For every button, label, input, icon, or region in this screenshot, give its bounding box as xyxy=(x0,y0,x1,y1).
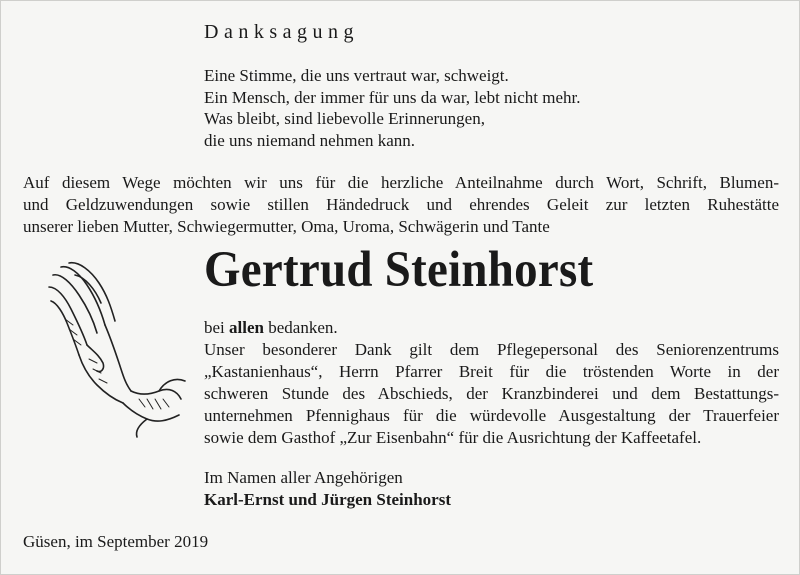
signature-intro: Im Namen aller Angehörigen xyxy=(204,468,403,487)
body-line: unternehmen Pfennighaus für die würdevolle Ausgestaltung der Trauerfeier xyxy=(204,406,779,425)
notice-heading: Danksagung xyxy=(204,21,359,43)
body-line: sowie dem Gasthof „Zur Eisenbahn“ für die Ausrichtung der Kaffeetafel. xyxy=(204,428,702,447)
place-date: Güsen, im September 2019 xyxy=(23,532,209,551)
deceased-name: Gertrud Steinhorst xyxy=(204,242,594,298)
thanks-line xyxy=(204,317,779,339)
poem-line: Ein Mensch, der immer für uns da war, lebt nicht mehr. xyxy=(204,87,581,107)
praying-hands-icon xyxy=(39,259,189,439)
body-line: Unser besonderer Dank gilt dem Pflegepersonal des Seniorenzentrums xyxy=(204,340,779,359)
thanks-paragraph xyxy=(204,317,779,449)
poem xyxy=(204,65,581,151)
intro-paragraph xyxy=(23,172,779,238)
body-line: schweren Stunde des Abschieds, der Kranzbinderei und dem Bestattungs- xyxy=(204,384,779,403)
thanks-suffix: bedanken. xyxy=(263,318,338,337)
thanks-emphasis: allen xyxy=(229,318,264,337)
poem-line: Was bleibt, sind liebevolle Erinnerungen, xyxy=(204,109,485,128)
intro-line: Auf diesem Wege möchten wir uns für die herzliche Anteilnahme durch Wort, Schrift, Blumen- xyxy=(23,173,779,192)
signature-names: Karl-Ernst und Jürgen Steinhorst xyxy=(204,490,451,509)
intro-line: unserer lieben Mutter, Schwiegermutter, Oma, Uroma, Schwägerin und Tante xyxy=(23,217,550,236)
thanks-prefix: bei xyxy=(204,318,230,337)
signature-block xyxy=(204,467,451,511)
poem-line: Eine Stimme, die uns vertraut war, schweigt. xyxy=(204,66,509,85)
intro-line: und Geldzuwendungen sowie stillen Händedruck und ehrendes Geleit zur letzten Ruhestätte xyxy=(23,195,779,214)
poem-line: die uns niemand nehmen kann. xyxy=(204,130,416,150)
body-line: „Kastanienhaus“, Herrn Pfarrer Breit für die tröstenden Worte in der xyxy=(204,362,779,381)
